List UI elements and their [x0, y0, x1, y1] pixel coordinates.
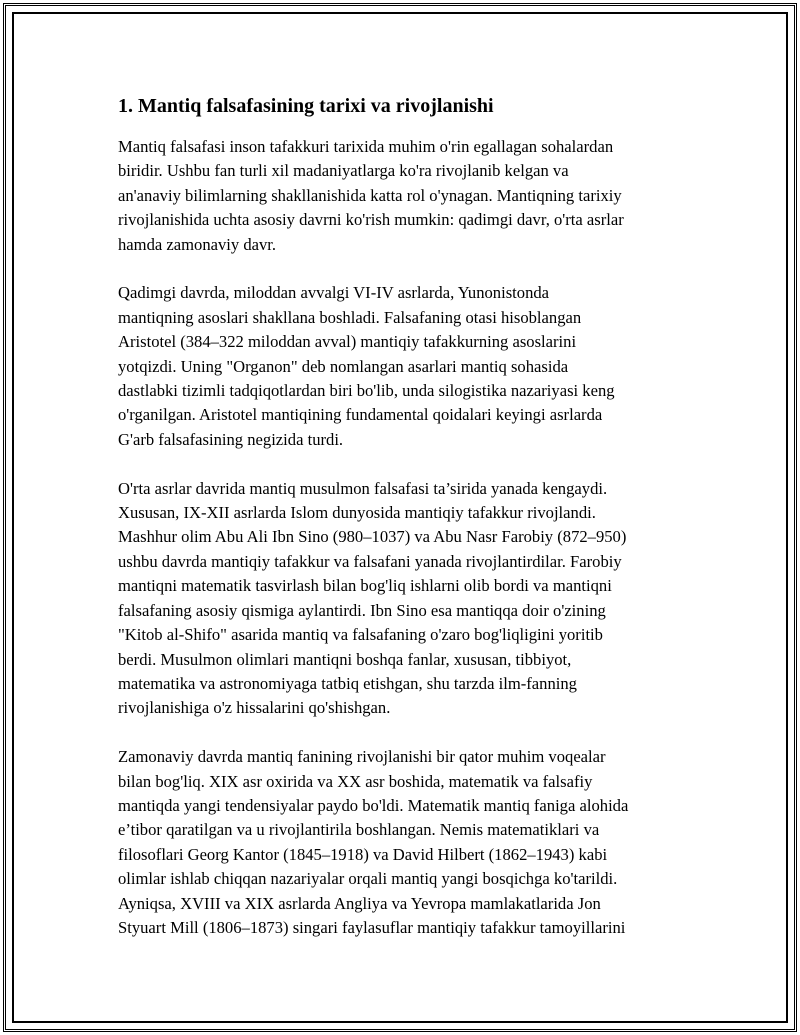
document-content: [118, 93, 688, 965]
paragraph-modern-period: Zamonaviy davrda mantiq fanining rivojlanishi bir qator muhim voqealar bilan bog'liq. XIX asr oxirida va XX asr boshida, matematik va falsafiy mantiqda yangi tendensiyalar paydo bo'ldi. Matematik mantiq faniga alohida e’tibor qaratilgan va u rivojlantirila boshlangan. Nemis matematiklari va filosoflari Georg Kantor (1845–1918) va David Hilbert (1862–1943) kabi olimlar ishlab chiqqan nazariyalar orqali mantiq yangi bosqichga ko'tarildi. Ayniqsa, XVIII va XIX asrlarda Angliya va Yevropa mamlakatlarida Jon Styuart Mill (1806–1873) singari faylasuflar mantiqiy tafakkur tamoyillarini: [118, 747, 629, 937]
paragraph-ancient-period: Qadimgi davrda, miloddan avvalgi VI-IV asrlarda, Yunonistonda mantiqning asoslari shakllana boshladi. Falsafaning otasi hisoblangan Aristotel (384–322 miloddan avval) mantiqiy tafakkurning asoslarini yotqizdi. Uning "Organon" deb nomlangan asarlari mantiq sohasida dastlabki tizimli tadqiqotlardan biri bo'lib, unda silogistika nazariyasi keng o'rganilgan. Aristotel mantiqining fundamental qoidalari keyingi asrlarda G'arb falsafasining negizida turdi.: [118, 283, 615, 449]
section-heading: 1. Mantiq falsafasining tarixi va rivojlanishi: [118, 95, 494, 117]
paragraph-middle-ages: O'rta asrlar davrida mantiq musulmon falsafasi ta’sirida yanada kengaydi. Xususan, IX-XII asrlarda Islom dunyosida mantiqiy tafakkur rivojlandi. Mashhur olim Abu Ali Ibn Sino (980–1037) va Abu Nasr Farobiy (872–950) ushbu davrda mantiqiy tafakkur va falsafani yanada rivojlantirdilar. Farobiy mantiqni matematik tasvirlash bilan bog'liq ishlarni olib bordi va mantiqni falsafaning asosiy qismiga aylantirdi. Ibn Sino esa mantiqqa doir o'zining "Kitob al-Shifo" asarida mantiq va falsafaning o'zaro bog'liqligini yoritib berdi. Musulmon olimlari mantiqni boshqa fanlar, xususan, tibbiyot, matematika va astronomiyaga tatbiq etishgan, shu tarzda ilm-fanning rivojlanishiga o'z hissalarini qo'shishgan.: [118, 478, 627, 718]
paragraph-intro: Mantiq falsafasi inson tafakkuri tarixida muhim o'rin egallagan sohalardan biridir. Ushbu fan turli xil madaniyatlarga ko'ra rivojlanib kelgan va an'anaviy bilimlarning shakllanishida katta rol o'ynagan. Mantiqning tarixiy rivojlanishida uchta asosiy davrni ko'rish mumkin: qadimgi davr, o'rta asrlar hamda zamonaviy davr.: [118, 137, 624, 254]
